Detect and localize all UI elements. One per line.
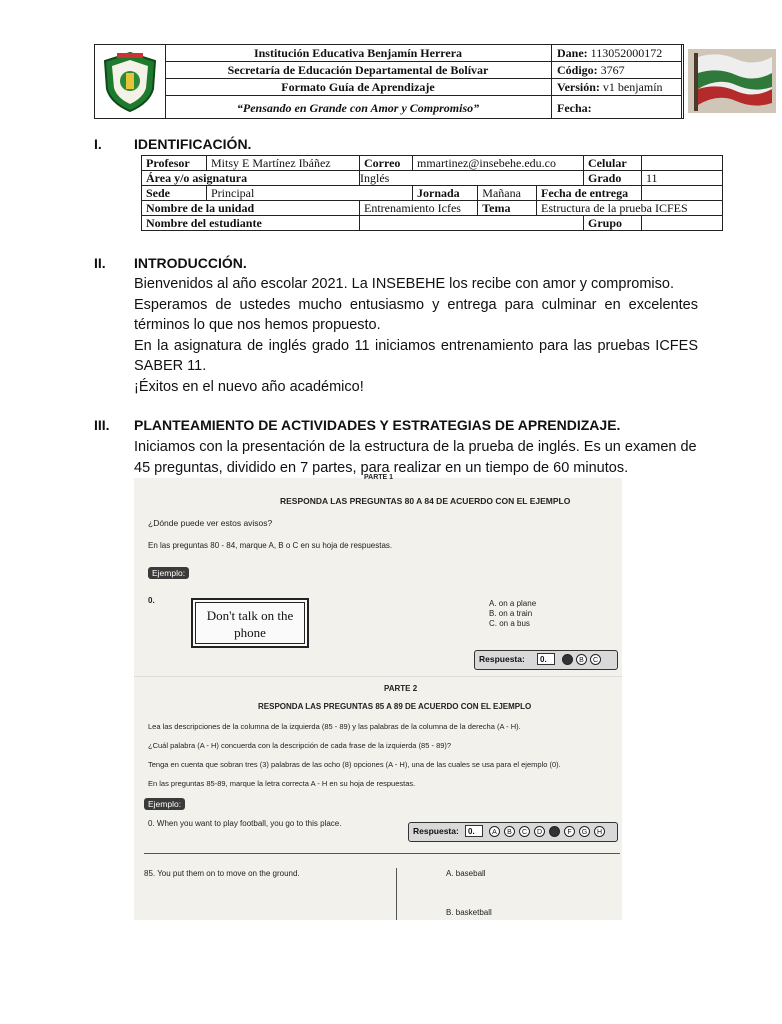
table-row (142, 186, 723, 201)
divider-line (144, 853, 620, 854)
answer-box-part1 (474, 650, 618, 670)
part1-title: RESPONDA LAS PREGUNTAS 80 A 84 DE ACUERDO CON EL EJEMPLO (280, 496, 571, 506)
answer-b: B. basketball (446, 908, 492, 917)
identification-table (141, 155, 723, 231)
bubble-h: H (594, 826, 605, 837)
section-title: IDENTIFICACIÓN. (134, 136, 252, 152)
bubble-b: B (504, 826, 515, 837)
correo-label: Correo (360, 156, 413, 171)
entrega-label: Fecha de entrega (537, 186, 642, 201)
example-badge-2: Ejemplo: (144, 798, 185, 810)
area-value: Inglés (360, 171, 584, 186)
section-introduccion-heading (94, 255, 247, 271)
tema-value: Estructura de la prueba ICFES (537, 201, 723, 216)
part2-line3: Tenga en cuenta que sobran tres (3) palabras de las ocho (8) opciones (A - H), una de las cuales se usa para el ejemplo (0). (148, 760, 561, 769)
flag-icon (688, 49, 776, 113)
correo-value: mmartinez@insebehe.edu.co (413, 156, 584, 171)
codigo-value: 3767 (600, 63, 625, 77)
part2-title: RESPONDA LAS PREGUNTAS 85 A 89 DE ACUERDO CON EL EJEMPLO (258, 702, 532, 711)
header-codes (551, 45, 682, 118)
section-planteamiento-heading (94, 417, 620, 433)
jornada-label: Jornada (413, 186, 478, 201)
intro-line: Bienvenidos al año escolar 2021. La INSEBEHE los recibe con amor y compromiso. (134, 276, 674, 292)
format-name: Formato Guía de Aprendizaje (165, 79, 551, 96)
answer-zero: 0. (537, 653, 555, 665)
codigo-label: Código: (557, 63, 598, 77)
section-number: III. (94, 417, 110, 433)
part1-instruction: En las preguntas 80 - 84, marque A, B o C en su hoja de respuestas. (148, 541, 393, 550)
table-row (142, 201, 723, 216)
area-label: Área y/o asignatura (142, 171, 360, 186)
intro-line: En la asignatura de inglés grado 11 iniciamos entrenamiento para las pruebas ICFES SABER 11. (134, 337, 698, 374)
bubble-c: C (519, 826, 530, 837)
grado-value: 11 (642, 171, 723, 186)
sede-value: Principal (207, 186, 413, 201)
introduccion-text (134, 274, 698, 397)
profesor-value: Mitsy E Martínez Ibáñez (207, 156, 360, 171)
answer-label: Respuesta: (413, 826, 459, 836)
table-row (142, 216, 723, 231)
example-badge: Ejemplo: (148, 567, 189, 579)
bubble-b: B (576, 654, 587, 665)
celular-label: Celular (584, 156, 642, 171)
dane-label: Dane: (557, 46, 588, 60)
part2-line1: Lea las descripciones de la columna de la izquierda (85 - 89) y las palabras de la columna de la derecha (A - H). (148, 722, 521, 731)
part2-label: PARTE 2 (384, 684, 418, 693)
entrega-value (642, 186, 723, 201)
option-b: B. on a train (489, 609, 533, 618)
part-divider (134, 676, 622, 677)
example-number: 0. (148, 596, 155, 605)
answer-zero: 0. (465, 825, 483, 837)
question-where: ¿Dónde puede ver estos avisos? (148, 518, 273, 528)
bubble-f: F (564, 826, 575, 837)
bubble-a: A (562, 654, 573, 665)
institution-name: Institución Educativa Benjamín Herrera (165, 45, 551, 62)
bubble-c: C (590, 654, 601, 665)
document-header (94, 44, 684, 119)
planteamiento-text: Iniciamos con la presentación de la estructura de la prueba de inglés. Es un examen de 45 preguntas, dividido en 7 partes, para realizar en un tiempo de 60 minutos. (134, 439, 697, 476)
bubble-d: D (534, 826, 545, 837)
table-row (142, 171, 723, 186)
grado-label: Grado (584, 171, 642, 186)
exam-scan-image (134, 474, 622, 920)
estudiante-value (360, 216, 584, 231)
question-85: 85. You put them on to move on the ground. (144, 869, 300, 878)
motto: “Pensando en Grande con Amor y Compromiso” (236, 101, 480, 115)
answer-a: A. baseball (446, 869, 486, 878)
version-label: Versión: (557, 80, 600, 94)
version-value: v1 benjamín (602, 80, 663, 94)
grupo-label: Grupo (584, 216, 642, 231)
example2-text: 0. When you want to play football, you go to this place. (148, 819, 342, 828)
sede-label: Sede (142, 186, 207, 201)
bubble-a: A (489, 826, 500, 837)
tema-label: Tema (478, 201, 537, 216)
celular-value (642, 156, 723, 171)
bubble-g: G (579, 826, 590, 837)
part1-label-cut: PARTE 1 (364, 474, 394, 481)
part2-line2: ¿Cuál palabra (A - H) concuerda con la descripción de cada frase de la izquierda (85 - 89)? (148, 741, 452, 750)
unidad-value: Entrenamiento Icfes (360, 201, 478, 216)
grupo-value (642, 216, 723, 231)
table-row (142, 156, 723, 171)
section-identificacion-heading (94, 136, 251, 152)
section-title: PLANTEAMIENTO DE ACTIVIDADES Y ESTRATEGIAS DE APRENDIZAJE. (134, 417, 621, 433)
column-divider (396, 868, 397, 920)
part2-line4: En las preguntas 85-89, marque la letra correcta A - H en su hoja de respuestas. (148, 779, 416, 788)
secretary-name: Secretaría de Educación Departamental de Bolívar (165, 62, 551, 79)
school-shield-icon (101, 51, 159, 113)
logo-cell (95, 45, 166, 118)
section-number: I. (94, 136, 102, 152)
section-number: II. (94, 255, 106, 271)
section-title: INTRODUCCIÓN. (134, 255, 247, 271)
option-c: C. on a bus (489, 619, 530, 628)
answer-label: Respuesta: (479, 654, 525, 664)
answer-box-part2 (408, 822, 618, 842)
estudiante-label: Nombre del estudiante (142, 216, 360, 231)
dane-value: 113052000172 (590, 46, 663, 60)
fecha-label: Fecha: (557, 101, 592, 115)
bubble-e: E (549, 826, 560, 837)
option-a: A. on a plane (489, 599, 537, 608)
sign-box: Don't talk on the phone (191, 598, 309, 648)
profesor-label: Profesor (142, 156, 207, 171)
intro-line: ¡Éxitos en el nuevo año académico! (134, 378, 364, 395)
intro-line: Esperamos de ustedes mucho entusiasmo y entrega para culminar en excelentes términos lo que nos hemos propuesto. (134, 296, 698, 333)
header-titles (165, 45, 552, 118)
flag-cell (682, 45, 782, 118)
unidad-label: Nombre de la unidad (142, 201, 360, 216)
jornada-value: Mañana (478, 186, 537, 201)
